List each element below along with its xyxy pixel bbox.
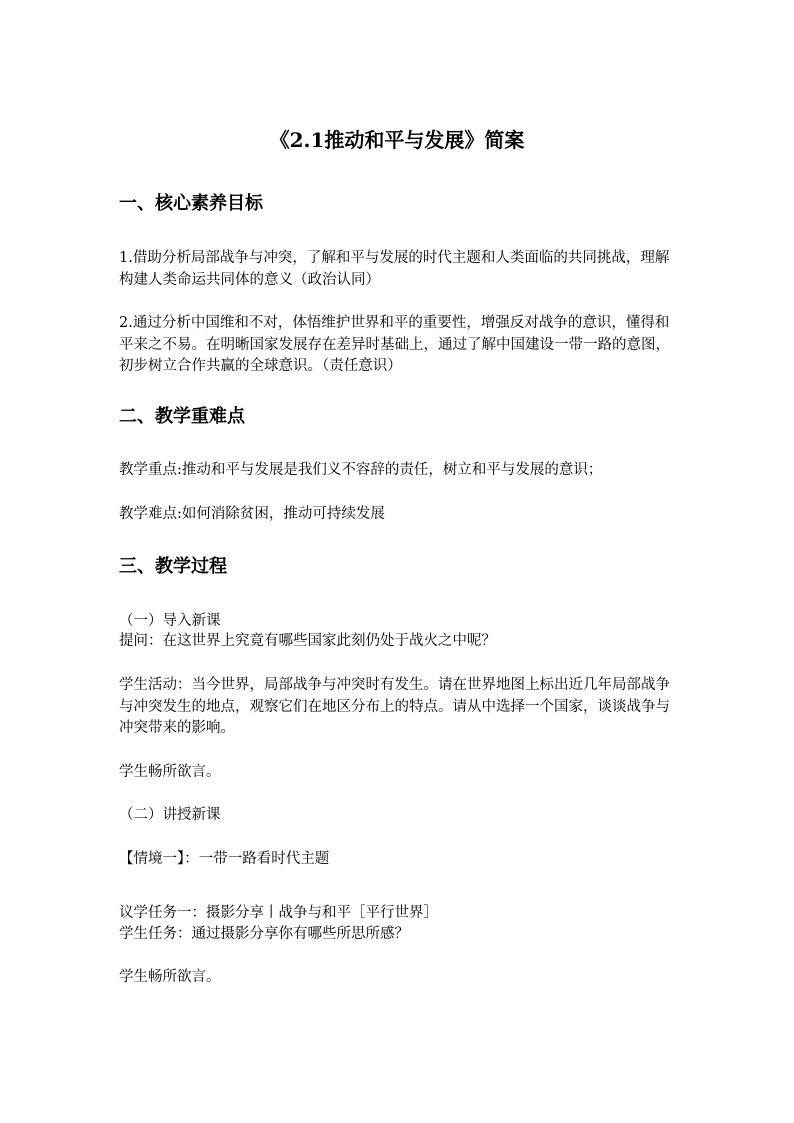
teaching-focus: 教学重点:推动和平与发展是我们义不容辞的责任，树立和平与发展的意识； <box>119 462 603 478</box>
learning-task-1: 议学任务一：摄影分享丨战争与和平［平行世界］ <box>119 905 438 921</box>
intro-question: 提问：在这世界上究竟有哪些国家此刻仍处于战火之中呢？ <box>119 633 496 649</box>
student-activity: 学生活动：当今世界，局部战争与冲突时有发生。请在世界地图上标出近几年局部战争与冲突发生的地点，观察它们在地区分布上的特点。请从中选择一个国家，谈谈战争与冲突带来的影响。 <box>119 677 670 736</box>
goal-item-2: 2.通过分析中国维和不对，体悟维护世界和平的重要性，增强反对战争的意识，懂得和平来之不易。在明晰国家发展存在差异时基础上，通过了解中国建设一带一路的意图，初步树立合作共赢的全球意识。（责任意识） <box>119 315 670 374</box>
student-task: 学生任务：通过摄影分享你有哪些所思所感？ <box>119 926 409 942</box>
part2-label: （二）讲授新课 <box>119 807 221 823</box>
student-response-2: 学生畅所欲言。 <box>119 969 221 985</box>
teaching-difficulty: 教学难点:如何消除贫困，推动可持续发展 <box>119 506 385 522</box>
section-heading-key-points: 二、教学重难点 <box>119 406 245 427</box>
section-heading-goals: 一、核心素养目标 <box>119 193 263 214</box>
goal-item-1: 1.借助分析局部战争与冲突，了解和平与发展的时代主题和人类面临的共同挑战，理解构建人类命运共同体的意义（政治认同） <box>119 250 670 288</box>
student-response-1: 学生畅所欲言。 <box>119 764 221 780</box>
document-title: 《2.1推动和平与发展》简案 <box>269 128 525 152</box>
part1-label: （一）导入新课 <box>119 613 221 629</box>
scenario-1: 【情境一】：一带一路看时代主题 <box>119 851 330 867</box>
section-heading-process: 三、教学过程 <box>119 556 227 577</box>
